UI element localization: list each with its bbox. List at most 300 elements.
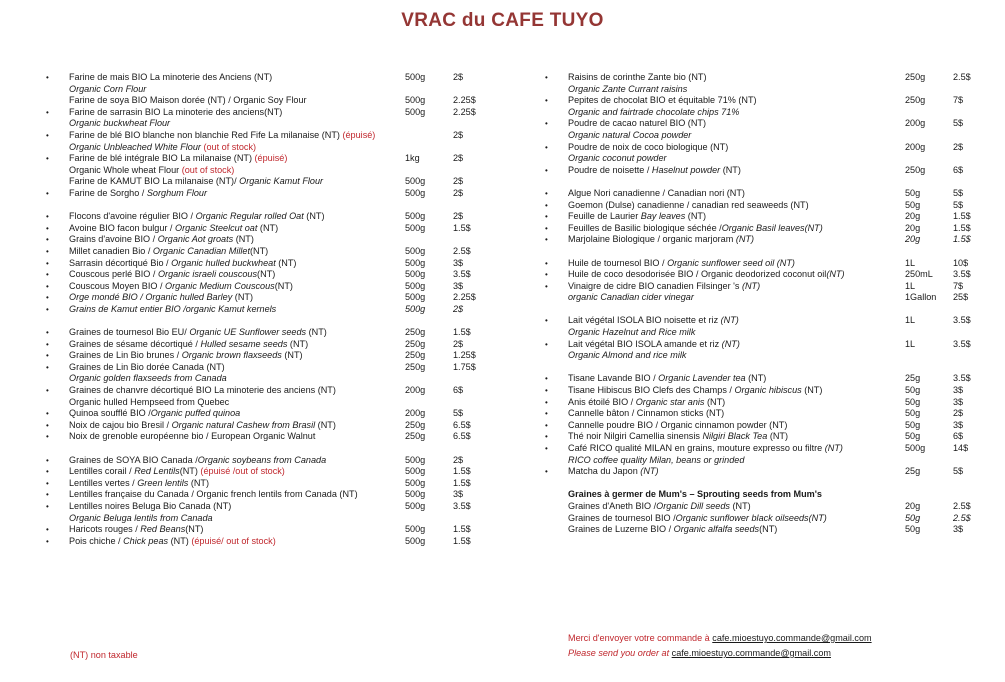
product-text: Marjolaine Biologique / organic marjoram: [568, 234, 736, 245]
footnote-non-taxable: (NT) non taxable: [70, 650, 138, 660]
product-name: [69, 420, 336, 432]
product-price: 1.5$: [453, 477, 471, 488]
product-text: Couscous Moyen BIO /: [69, 280, 166, 291]
product-text: Graines d'Aneth BIO /: [568, 500, 657, 511]
bullet-icon: •: [545, 73, 548, 82]
bullet-icon: •: [545, 223, 548, 233]
product-row: [545, 466, 990, 478]
product-price: 2.25$: [453, 292, 476, 303]
product-text: Organic Beluga lentils from Canada: [69, 512, 213, 523]
product-row: [46, 478, 516, 490]
product-name: [568, 431, 788, 443]
product-text: Couscous perlé BIO /: [69, 269, 158, 280]
product-price: 6$: [453, 385, 464, 396]
product-text: Sarrasin décortiqué Bio /: [69, 257, 172, 268]
product-text: Poudre de noisette /: [568, 164, 652, 175]
product-text: Noix de grenoble européenne bio / European Organic Walnut: [69, 431, 316, 442]
product-text: Farine de blé intégrale BIO La milanaise (NT): [69, 153, 255, 164]
product-name: [69, 188, 207, 200]
product-row: [545, 95, 990, 107]
product-row: [545, 292, 990, 304]
product-quantity: 50g: [905, 524, 921, 535]
product-quantity: 50g: [905, 385, 921, 396]
product-name: [69, 489, 358, 501]
product-name: [69, 431, 315, 443]
product-row: [46, 408, 516, 420]
product-price: 1.5$: [453, 535, 471, 546]
product-name: [568, 385, 822, 397]
order-instructions-en: [568, 648, 831, 658]
product-name: [568, 408, 724, 420]
product-price: 3$: [953, 524, 964, 535]
bullet-icon: •: [545, 316, 548, 326]
product-text: Hulled sesame seeds: [200, 338, 288, 349]
product-quantity: 250g: [905, 164, 926, 175]
product-row: [545, 373, 990, 385]
product-price: 1.5$: [953, 222, 971, 233]
product-text: Organic UE Sunflower seeds: [189, 327, 307, 338]
page-title: VRAC du CAFE TUYO: [401, 10, 604, 31]
product-name: [568, 223, 823, 235]
product-text: Lait végétal ISOLA BIO noisette et riz: [568, 315, 721, 326]
product-name: [568, 373, 766, 385]
product-text: Graines de tournesol BIO /: [568, 512, 676, 523]
product-row: [545, 107, 990, 119]
product-text: Organic coconut powder: [568, 153, 667, 164]
product-text: Organic Unbleached White Flour: [69, 141, 204, 152]
product-name: [568, 84, 687, 96]
product-quantity: 500g: [405, 222, 426, 233]
product-text: Farine de KAMUT BIO La milanaise (NT)/: [69, 176, 240, 187]
product-name: [69, 292, 253, 304]
bullet-icon: •: [545, 444, 548, 453]
product-text: (NT): [306, 327, 327, 338]
product-row: [545, 524, 990, 536]
product-name: [568, 315, 739, 327]
product-text: Organic alfalfa seeds: [673, 524, 760, 535]
order-instructions-fr: [568, 633, 872, 643]
product-row: [545, 223, 990, 235]
product-text: (NT): [168, 535, 192, 546]
product-text: Huile de tournesol BIO /: [568, 257, 668, 268]
product-quantity: 250mL: [905, 269, 933, 280]
product-row: [46, 223, 516, 235]
product-quantity: 500g: [405, 176, 426, 187]
product-text: (NT): [287, 338, 309, 349]
product-quantity: 500g: [405, 303, 426, 314]
product-price: 3$: [453, 280, 464, 291]
product-text: Organic natural Cocoa powder: [568, 129, 692, 140]
product-quantity: 1Gallon: [905, 292, 937, 303]
product-name: [69, 281, 293, 293]
product-text: Organic buckwheat Flour: [69, 118, 171, 129]
product-text: Graines de Luzerne BIO /: [568, 524, 674, 535]
bullet-icon: •: [46, 246, 49, 256]
product-row: [545, 84, 990, 96]
product-quantity: 50g: [905, 396, 921, 407]
product-text: Huile de coco desodorisée BIO / Organic deodorized coconut oil: [568, 269, 827, 280]
product-name: [568, 118, 706, 130]
product-name: [568, 200, 809, 212]
product-name: [568, 327, 695, 339]
product-quantity: 500g: [405, 280, 426, 291]
product-row: [545, 281, 990, 293]
bullet-icon: •: [545, 258, 548, 268]
stock-status: (épuisé): [254, 153, 288, 164]
product-row: [46, 72, 516, 84]
product-text: Organic hibiscus: [734, 385, 802, 396]
spacer: [46, 315, 516, 327]
bullet-icon: •: [46, 258, 49, 268]
product-text: Grains d'avoine BIO /: [69, 234, 158, 245]
product-quantity: 25g: [905, 466, 921, 477]
product-price: 2$: [453, 303, 464, 314]
product-quantity: 50g: [905, 512, 921, 523]
bullet-icon: •: [46, 130, 49, 140]
spacer: [46, 200, 516, 212]
bullet-icon: •: [46, 467, 49, 477]
product-text: Red Lentils: [134, 466, 180, 477]
product-text: Organic Basil leaves(NT): [721, 222, 823, 233]
product-text: Feuille de Laurier: [568, 211, 641, 222]
product-name: [568, 258, 795, 270]
product-name: [69, 536, 276, 548]
product-text: Organic Dill seeds: [656, 500, 730, 511]
product-text: (NT): [281, 350, 303, 361]
product-price: 2.5$: [953, 512, 971, 523]
product-row: [46, 107, 516, 119]
product-quantity: 250g: [405, 327, 426, 338]
product-price: 3$: [953, 419, 964, 430]
product-price: 3.5$: [453, 500, 471, 511]
product-row: [545, 153, 990, 165]
product-quantity: 1L: [905, 257, 916, 268]
bullet-icon: •: [46, 235, 49, 245]
product-name: [568, 350, 686, 362]
product-text: Organic Lavender tea: [658, 373, 746, 384]
bullet-icon: •: [46, 501, 49, 511]
product-text: Organic Whole wheat Flour: [69, 164, 182, 175]
product-text: Tisane Hibiscus BIO Clefs des Champs /: [568, 385, 735, 396]
product-name: [69, 373, 227, 385]
product-text: Feuilles de Basilic biologique séchée /: [568, 222, 722, 233]
bullet-icon: •: [46, 490, 49, 500]
product-name: [69, 234, 254, 246]
bullet-icon: •: [545, 188, 548, 198]
product-quantity: 1L: [905, 338, 916, 349]
product-price: 2$: [453, 153, 464, 164]
product-text: Graines de tournesol Bio EU/: [69, 327, 190, 338]
product-quantity: 500g: [405, 269, 426, 280]
product-row: [545, 350, 990, 362]
bullet-icon: •: [545, 281, 548, 291]
product-text: (NT): [826, 269, 845, 280]
product-quantity: 25g: [905, 373, 921, 384]
product-text: Organic israeli couscous: [157, 269, 258, 280]
product-row: [46, 176, 516, 188]
bullet-icon: •: [545, 420, 548, 430]
product-text: Lentilles corail /: [69, 466, 135, 477]
product-price: 3.5$: [953, 269, 971, 280]
product-quantity: 50g: [905, 431, 921, 442]
product-name: [568, 443, 843, 455]
product-price: 3.5$: [953, 373, 971, 384]
product-text: Bay leaves: [640, 211, 686, 222]
product-text: Graines à germer de Mum's – Sprouting seeds from Mum's: [568, 489, 822, 500]
product-name: [69, 327, 327, 339]
product-name: [568, 234, 754, 246]
product-text: Goemon (Dulse) canadienne / canadian red seaweeds (NT): [568, 199, 809, 210]
product-quantity: 250g: [405, 350, 426, 361]
product-name: [568, 211, 706, 223]
product-quantity: 200g: [905, 141, 926, 152]
stock-status: (out of stock): [203, 141, 257, 152]
product-price: 2$: [453, 454, 464, 465]
stock-status: (out of stock): [181, 164, 235, 175]
product-name: [568, 397, 725, 409]
product-quantity: 500g: [405, 535, 426, 546]
product-name: [568, 130, 691, 142]
product-text: Haricots rouges /: [69, 524, 141, 535]
product-text: Noix de cajou bio Bresil /: [69, 419, 172, 430]
product-price: 7$: [953, 95, 964, 106]
product-text: (NT): [721, 338, 740, 349]
product-price: 2$: [453, 129, 464, 140]
bullet-icon: •: [545, 409, 548, 419]
bullet-icon: •: [545, 200, 548, 210]
bullet-icon: •: [545, 467, 548, 477]
product-name: [69, 165, 234, 177]
product-text: Farine de blé BIO blanche non blanchie Red Fife La milanaise (NT): [69, 129, 343, 140]
product-row: [545, 455, 990, 467]
product-name: [568, 107, 739, 119]
spacer: [545, 246, 990, 258]
stock-status: (épuisé /out of stock): [200, 466, 285, 477]
product-row: [46, 501, 516, 513]
product-quantity: 500g: [405, 72, 426, 82]
product-text: (NT): [735, 234, 754, 245]
order-text-fr: Merci d'envoyer votre commande à: [568, 633, 713, 643]
bullet-icon: •: [545, 96, 548, 106]
product-quantity: 500g: [405, 292, 426, 303]
product-text: (NT): [303, 211, 325, 222]
product-text: (NT): [257, 269, 276, 280]
product-price: 1.5$: [953, 211, 971, 222]
product-quantity: 500g: [405, 454, 426, 465]
product-text: Matcha du Japon: [568, 466, 641, 477]
product-text: Organic hulled Hempseed from Quebec: [69, 396, 230, 407]
product-quantity: 50g: [905, 408, 921, 419]
product-quantity: 20g: [905, 234, 921, 245]
product-price: 3$: [953, 385, 964, 396]
product-name: [69, 211, 324, 223]
bullet-icon: •: [46, 432, 49, 442]
product-name: [568, 466, 658, 478]
product-price: 2$: [453, 187, 464, 198]
product-price: 5$: [953, 199, 964, 210]
product-price: 2$: [453, 176, 464, 187]
bullet-icon: •: [545, 432, 548, 442]
product-row: [46, 397, 516, 409]
bullet-icon: •: [545, 119, 548, 129]
product-row: [46, 420, 516, 432]
email-link-fr[interactable]: cafe.mioestuyo.commande@gmail.com: [712, 633, 872, 643]
product-text: Organic and fairtrade chocolate chips 71%: [568, 106, 740, 117]
bullet-icon: •: [545, 165, 548, 175]
product-price: 5$: [453, 408, 464, 419]
product-name: [69, 339, 308, 351]
product-text: Farine de Sorgho /: [69, 187, 147, 198]
product-text: Graines de Lin Bio dorée Canada (NT): [69, 361, 225, 372]
product-name: [69, 95, 307, 107]
bullet-icon: •: [545, 212, 548, 222]
product-row: [545, 397, 990, 409]
bullet-icon: •: [46, 154, 49, 164]
product-text: Organic Zante Currant raisins: [568, 83, 688, 94]
product-name: [69, 397, 229, 409]
product-price: 25$: [953, 292, 969, 303]
product-row: [46, 304, 516, 316]
product-text: Quinoa soufflé BIO /: [69, 408, 151, 419]
product-text: Lentilles française du Canada / Organic french lentils from Canada (NT): [69, 489, 358, 500]
spacer: [545, 304, 990, 316]
product-text: Thé noir Nilgiri Camellia sinensis: [568, 431, 703, 442]
product-name: [568, 455, 744, 467]
product-text: Graines de sésame décortiqué /: [69, 338, 201, 349]
product-text: (NT): [759, 524, 778, 535]
product-name: [69, 118, 170, 130]
product-text: RICO coffee quality Milan, beans or grinded: [568, 454, 745, 465]
product-text: (NT): [741, 280, 761, 291]
product-price: 1.25$: [453, 350, 476, 361]
product-price: 2.5$: [953, 72, 971, 82]
product-row: [545, 211, 990, 223]
spacer: [46, 443, 516, 455]
product-name: [69, 107, 282, 119]
product-row: [545, 327, 990, 339]
product-text: Chick peas: [123, 535, 169, 546]
product-price: 2$: [453, 211, 464, 222]
left-column: [46, 72, 516, 547]
bullet-icon: •: [545, 270, 548, 280]
product-row: [545, 200, 990, 212]
product-text: Poudre de cacao naturel BIO (NT): [568, 118, 706, 129]
product-text: (NT): [249, 245, 269, 256]
product-price: 5$: [953, 466, 964, 477]
product-row: [46, 362, 516, 374]
order-text-en: Please send you order at: [568, 648, 672, 658]
product-text: Organic star anis: [635, 396, 705, 407]
product-name: [69, 130, 375, 142]
product-price: 3$: [453, 257, 464, 268]
product-text: Organic hulled buckwheat: [171, 257, 276, 268]
product-name: [69, 501, 231, 513]
product-quantity: 500g: [405, 106, 426, 117]
product-text: Organic puffed quinoa: [150, 408, 241, 419]
product-text: (NT): [188, 477, 210, 488]
product-row: [545, 443, 990, 455]
product-text: Cannelle bâton / Cinnamon sticks (NT): [568, 408, 725, 419]
product-quantity: 500g: [405, 95, 426, 106]
product-quantity: 500g: [405, 245, 426, 256]
product-name: [568, 501, 751, 513]
product-text: (NT): [179, 466, 201, 477]
product-text: Organic Medium Couscous: [165, 280, 275, 291]
product-row: [545, 72, 990, 84]
email-link-en[interactable]: cafe.mioestuyo.commande@gmail.com: [671, 648, 831, 658]
product-quantity: 1L: [905, 280, 916, 291]
product-text: Algue Nori canadienne / Canadian nori (NT): [568, 187, 745, 198]
product-quantity: 50g: [905, 199, 921, 210]
product-text: Organic golden flaxseeds from Canada: [69, 373, 227, 384]
bullet-icon: •: [46, 386, 49, 396]
product-row: [545, 165, 990, 177]
product-text: Organic sunflower seed oil (NT): [667, 257, 795, 268]
product-quantity: 500g: [405, 524, 426, 535]
product-name: [568, 281, 760, 293]
bullet-icon: •: [46, 73, 49, 82]
product-text: Organic Regular rolled Oat: [195, 211, 304, 222]
product-row: [545, 142, 990, 154]
product-name: [568, 339, 740, 351]
product-text: Pepites de chocolat BIO et équitable 71% (NT): [568, 95, 757, 106]
product-row: [46, 373, 516, 385]
product-row: [46, 489, 516, 501]
product-name: [568, 142, 728, 154]
product-text: Flocons d'avoine régulier BIO /: [69, 211, 196, 222]
product-price: 1.5$: [453, 524, 471, 535]
product-text: (NT): [720, 315, 739, 326]
bullet-icon: •: [46, 525, 49, 535]
product-name: [69, 350, 303, 362]
product-row: [46, 84, 516, 96]
product-text: Graines de SOYA BIO Canada /: [69, 454, 198, 465]
product-text: Graines de Lin Bio brunes /: [69, 350, 182, 361]
product-quantity: 200g: [905, 118, 926, 129]
product-price: 1.5$: [453, 222, 471, 233]
product-row: [545, 188, 990, 200]
product-row: [46, 350, 516, 362]
product-text: Orge mondé BIO / Organic hulled Barley: [69, 292, 233, 303]
product-name: [568, 292, 694, 304]
product-row: [545, 513, 990, 525]
product-name: [568, 420, 787, 432]
product-price: 3.5$: [453, 269, 471, 280]
product-text: Lentilles vertes /: [69, 477, 138, 488]
product-text: (NT): [745, 373, 767, 384]
product-text: (NT): [824, 443, 843, 453]
product-text: Grains de Kamut entier BIO /organic Kamut kernels: [69, 303, 277, 314]
product-row: [545, 501, 990, 513]
product-text: Vinaigre de cidre BIO canadien Filsinger 's: [568, 280, 742, 291]
product-row: [545, 130, 990, 142]
bullet-icon: •: [46, 420, 49, 430]
product-price: 6.5$: [453, 419, 471, 430]
product-row: [46, 281, 516, 293]
product-quantity: 50g: [905, 187, 921, 198]
product-price: 2.5$: [453, 245, 471, 256]
product-text: Pois chiche /: [69, 535, 124, 546]
stock-status: (épuisé): [342, 129, 376, 140]
product-row: [46, 118, 516, 130]
product-price: 10$: [953, 257, 969, 268]
product-text: (NT): [315, 419, 336, 430]
bullet-icon: •: [46, 293, 49, 303]
product-text: Nilgiri Black Tea: [702, 431, 768, 442]
product-price: 5$: [953, 118, 964, 129]
product-quantity: 250g: [405, 338, 426, 349]
product-name: [568, 513, 827, 525]
